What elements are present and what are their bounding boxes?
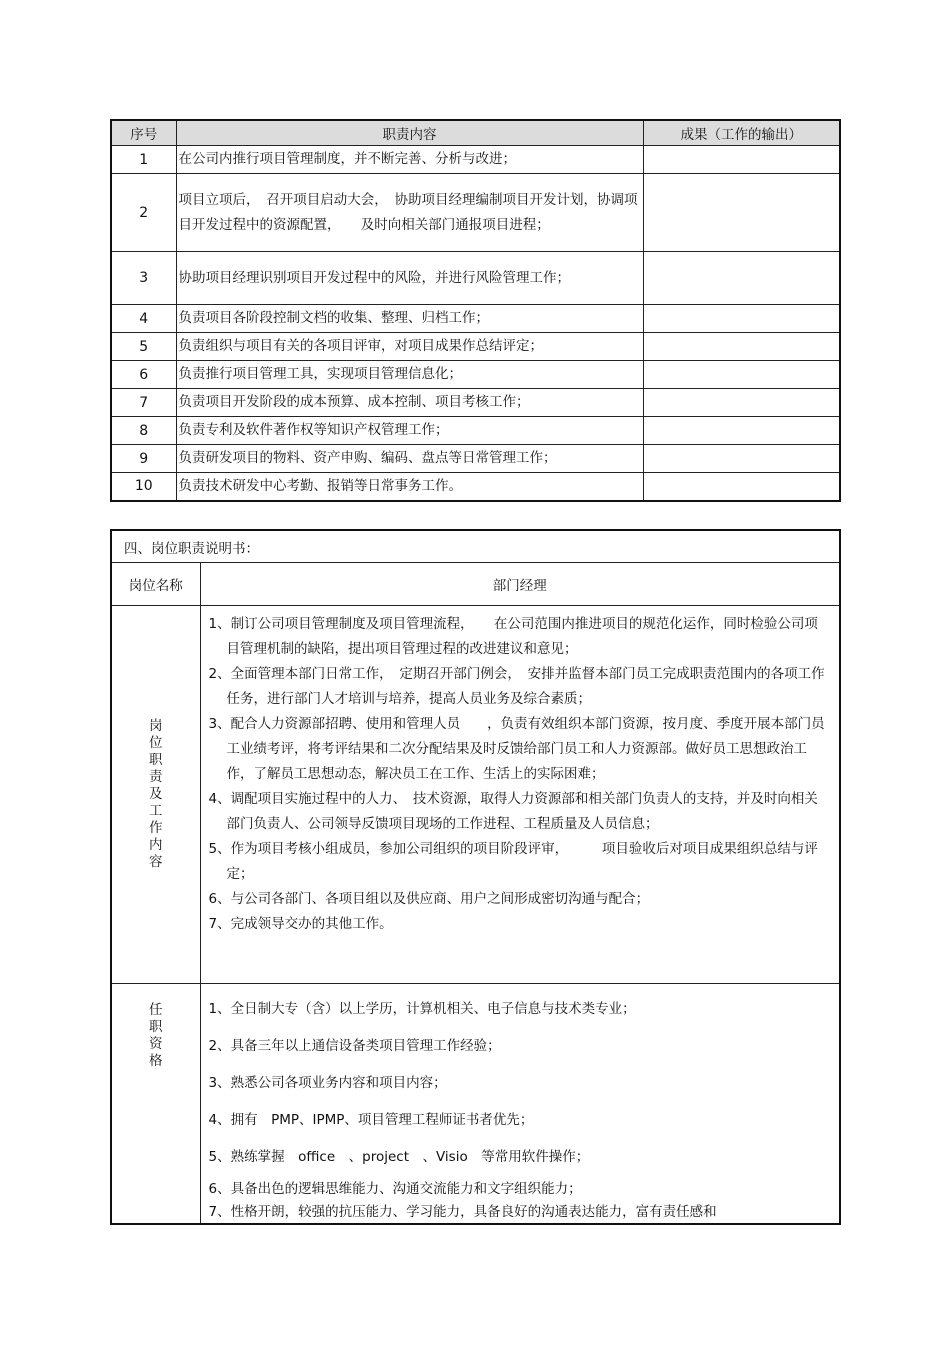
row-number: 7 — [111, 389, 176, 417]
row-number: 2 — [111, 174, 176, 252]
qualification-item: 6、具备出色的逻辑思维能力、沟通交流能力和文字组织能力； — [208, 1181, 582, 1197]
table-row — [111, 473, 840, 501]
duties-row — [111, 606, 840, 984]
row-output — [643, 473, 840, 501]
row-output — [643, 389, 840, 417]
table-row — [111, 417, 840, 445]
row-number: 5 — [111, 333, 176, 361]
header-duty: 职责内容 — [176, 120, 643, 146]
row-duty: 负责组织与项目有关的各项目评审，对项目成果作总结评定； — [176, 333, 643, 361]
qualifications-label: 任职资格 — [149, 1002, 163, 1069]
row-output — [643, 305, 840, 333]
duty-item: 5、作为项目考核小组成员，参加公司组织的项目阶段评审， 项目验收后对项目成果组织总结与评定； — [208, 841, 818, 882]
duty-item: 2、全面管理本部门日常工作， 定期召开部门例会， 安排并监督本部门员工完成职责范围内的各项工作任务，进行部门人才培训与培养，提高人员业务及综合素质； — [208, 666, 825, 707]
table-row — [111, 361, 840, 389]
duties-label: 岗位职责及工作内容 — [149, 718, 163, 870]
row-output — [643, 417, 840, 445]
duty-item: 3、配合人力资源部招聘、使用和管理人员 ，负责有效组织本部门资源，按月度、季度开展本部门员工业绩考评，将考评结果和二次分配结果及时反馈给部门员工和人力资源部。做好员工思想政治工作，了解员工思想动态，解决员工在工作、生活上的实际困难； — [208, 716, 825, 782]
row-number: 6 — [111, 361, 176, 389]
row-duty: 负责研发项目的物料、资产申购、编码、盘点等日常管理工作； — [176, 445, 643, 473]
row-duty: 负责专利及软件著作权等知识产权管理工作； — [176, 417, 643, 445]
position-row — [111, 563, 840, 606]
row-output — [643, 174, 840, 252]
row-duty: 负责技术研发中心考勤、报销等日常事务工作。 — [176, 473, 643, 501]
duty-item: 4、调配项目实施过程中的人力、 技术资源，取得人力资源部和相关部门负责人的支持，并及时向相关部门负责人、公司领导反馈项目现场的工作进程、工程质量及人员信息； — [208, 791, 818, 832]
duty-item: 1、制订公司项目管理制度及项目管理流程， 在公司范围内推进项目的规范化运作，同时检验公司项目管理机制的缺陷，提出项目管理过程的改进建议和意见； — [208, 616, 818, 657]
row-duty: 协助项目经理识别项目开发过程中的风险，并进行风险管理工作； — [176, 252, 643, 305]
header-no: 序号 — [111, 120, 176, 146]
row-output — [643, 146, 840, 174]
duties-list — [200, 606, 840, 984]
qualifications-label-cell — [111, 984, 200, 1224]
row-output — [643, 252, 840, 305]
duties-table-header — [111, 120, 840, 146]
duties-label-cell — [111, 606, 200, 984]
qualification-item: 7、性格开朗，较强的抗压能力、学习能力，具备良好的沟通表达能力，富有责任感和 — [208, 1204, 717, 1220]
table-row — [111, 174, 840, 252]
table-row — [111, 252, 840, 305]
qualification-item: 5、熟练掌握 office 、project 、Visio 等常用软件操作； — [208, 1149, 590, 1165]
table-row — [111, 305, 840, 333]
section-row — [111, 530, 840, 563]
row-number: 10 — [111, 473, 176, 501]
section-title: 四、岗位职责说明书： — [111, 530, 840, 563]
row-number: 4 — [111, 305, 176, 333]
job-description-table — [110, 529, 841, 1225]
row-duty: 负责推行项目管理工具，实现项目管理信息化； — [176, 361, 643, 389]
row-number: 9 — [111, 445, 176, 473]
duties-table — [110, 119, 841, 502]
duty-item: 6、与公司各部门、各项目组以及供应商、用户之间形成密切沟通与配合； — [208, 891, 650, 907]
qualifications-row — [111, 984, 840, 1224]
qualification-item: 2、具备三年以上通信设备类项目管理工作经验； — [208, 1038, 501, 1054]
table-row — [111, 333, 840, 361]
row-output — [643, 361, 840, 389]
table-row — [111, 445, 840, 473]
row-number: 3 — [111, 252, 176, 305]
row-duty: 负责项目开发阶段的成本预算、成本控制、项目考核工作； — [176, 389, 643, 417]
qualification-item: 4、拥有 PMP、IPMP、项目管理工程师证书者优先； — [208, 1112, 534, 1128]
row-number: 8 — [111, 417, 176, 445]
row-duty: 负责项目各阶段控制文档的收集、整理、归档工作； — [176, 305, 643, 333]
table-row — [111, 389, 840, 417]
duty-item: 7、完成领导交办的其他工作。 — [208, 916, 393, 932]
qualifications-list — [200, 984, 840, 1224]
table-row — [111, 146, 840, 174]
row-duty: 在公司内推行项目管理制度，并不断完善、分析与改进； — [176, 146, 643, 174]
row-duty: 项目立项后， 召开项目启动大会， 协助项目经理编制项目开发计划，协调项目开发过程中的资源配置， 及时向相关部门通报项目进程； — [176, 174, 643, 252]
position-value: 部门经理 — [200, 563, 840, 606]
row-output — [643, 445, 840, 473]
position-label: 岗位名称 — [111, 563, 200, 606]
row-number: 1 — [111, 146, 176, 174]
qualification-item: 1、全日制大专（含）以上学历，计算机相关、电子信息与技术类专业； — [208, 1001, 636, 1017]
header-output: 成果（工作的输出） — [643, 120, 840, 146]
qualification-item: 3、熟悉公司各项业务内容和项目内容； — [208, 1075, 447, 1091]
row-output — [643, 333, 840, 361]
